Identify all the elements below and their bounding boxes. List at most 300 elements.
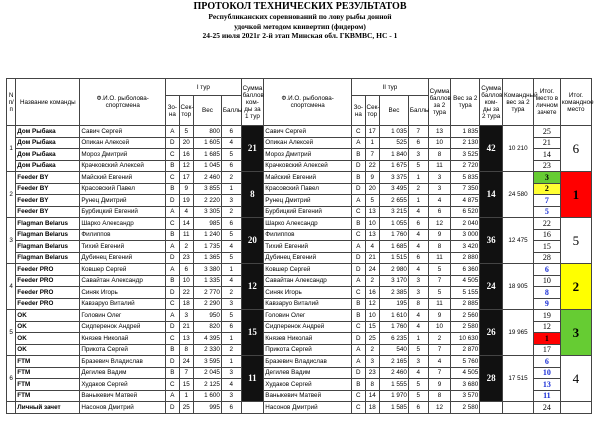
personal-place: 6 <box>533 264 560 276</box>
sector-2: 17 <box>365 126 379 138</box>
team-place: 2 <box>560 264 591 310</box>
table-row <box>7 218 592 230</box>
points-2: 1 <box>408 195 428 207</box>
table-row <box>7 356 592 368</box>
weight-2: 525 <box>380 137 409 149</box>
angler-name-2: Рунец Дмитрий <box>264 195 352 207</box>
team-name: Feeder PRO <box>16 264 80 276</box>
team-place: 3 <box>560 310 591 356</box>
table-body <box>7 126 592 414</box>
weight-2: 1 840 <box>380 149 409 161</box>
team-points-total: 24 <box>480 264 503 310</box>
points-2: 5 <box>408 379 428 391</box>
zone-1: B <box>166 229 179 241</box>
personal-place: 19 <box>533 310 560 322</box>
angler-name: Савич Сергей <box>80 126 166 138</box>
weight-2: 1 610 <box>380 310 409 322</box>
personal-place: 11 <box>533 390 560 402</box>
document-subtitle-1: Республиканских соревнований по лову рыбы донной <box>208 12 392 21</box>
weight-2: 1 675 <box>380 160 409 172</box>
angler-name: Князев Николай <box>80 333 166 345</box>
col-num: N п/п <box>7 79 16 126</box>
sector-1: 12 <box>179 160 193 172</box>
weight-2: 1 055 <box>380 218 409 230</box>
points-1: 1 <box>221 356 241 368</box>
sector-1: 24 <box>179 356 193 368</box>
sum-weight: 3 420 <box>451 241 480 253</box>
angler-name-2: Филиппов <box>264 229 352 241</box>
personal-place: 1 <box>533 333 560 345</box>
zone-1: C <box>166 218 179 230</box>
team-number: 4 <box>7 264 16 310</box>
sum-points: 8 <box>428 149 451 161</box>
team-name: Дом Рыбака <box>16 126 80 138</box>
sector-2: 18 <box>365 402 379 414</box>
weight-1: 1 735 <box>194 241 222 253</box>
personal-place: 3 <box>533 172 560 184</box>
weight-2: 2 460 <box>380 367 409 379</box>
team-name: Дом Рыбака <box>16 137 80 149</box>
points-2: 3 <box>408 275 428 287</box>
col-points2: Баллы <box>408 96 428 126</box>
personal-place: 2 <box>533 183 560 195</box>
personal-place: 13 <box>533 379 560 391</box>
sector-1: 2 <box>179 241 193 253</box>
sector-2: 20 <box>365 183 379 195</box>
team-place: 4 <box>560 356 591 402</box>
results-table <box>6 78 592 414</box>
points-1: 1 <box>221 183 241 195</box>
zone-1: A <box>166 241 179 253</box>
col-team-pts-total: Сумма баллов ком-ды за 2 тура <box>480 79 503 126</box>
col-weight2: Вес <box>380 96 409 126</box>
sector-2: 4 <box>365 241 379 253</box>
sum-points: 9 <box>428 379 451 391</box>
team-name: Feeder PRO <box>16 298 80 310</box>
angler-name: Савайтан Александр <box>80 275 166 287</box>
weight-2: 1 515 <box>380 252 409 264</box>
sector-2: 2 <box>365 344 379 356</box>
zone-1: B <box>166 160 179 172</box>
personal-place: 8 <box>533 287 560 299</box>
points-2: 4 <box>408 206 428 218</box>
angler-name-2: Ковшер Сергей <box>264 264 352 276</box>
sum-weight: 2 880 <box>451 252 480 264</box>
personal-place: 10 <box>533 367 560 379</box>
sector-1: 5 <box>179 126 193 138</box>
angler-name-2: Прикота Сергей <box>264 344 352 356</box>
weight-2: 3 375 <box>380 172 409 184</box>
team-place: 6 <box>560 126 591 172</box>
team-name: FTM <box>16 379 80 391</box>
points-2: 4 <box>408 310 428 322</box>
sector-1: 4 <box>179 206 193 218</box>
personal-place: 23 <box>533 160 560 172</box>
weight-2: 1 685 <box>380 241 409 253</box>
sum-points: 5 <box>428 264 451 276</box>
points-1: 4 <box>221 379 241 391</box>
weight-1: 2 220 <box>194 195 222 207</box>
sector-2: 21 <box>365 252 379 264</box>
zone-1: D <box>166 137 179 149</box>
angler-name-2: Кавзаруо Виталий <box>264 298 352 310</box>
table-header <box>7 79 592 126</box>
sum-points: 7 <box>428 344 451 356</box>
points-2: 3 <box>408 356 428 368</box>
sum-points: 7 <box>428 367 451 379</box>
angler-name: Ковшер Сергей <box>80 264 166 276</box>
weight-1: 1 365 <box>194 252 222 264</box>
sector-1: 11 <box>179 229 193 241</box>
angler-name: Насонов Дмитрий <box>80 402 166 414</box>
points-1: 5 <box>221 149 241 161</box>
sum-weight: 2 560 <box>451 310 480 322</box>
sector-1: 1 <box>179 390 193 402</box>
sector-1: 17 <box>179 172 193 184</box>
points-2: 2 <box>408 183 428 195</box>
angler-name-2: Дубинец Евгений <box>264 252 352 264</box>
team-name: Feeder BY <box>16 183 80 195</box>
sum-points: 13 <box>428 126 451 138</box>
zone-1: C <box>166 172 179 184</box>
points-1: 5 <box>221 310 241 322</box>
points-1: 4 <box>221 137 241 149</box>
weight-1: 950 <box>194 310 222 322</box>
points-1: 6 <box>221 126 241 138</box>
weight-1: 3 380 <box>194 264 222 276</box>
sector-1: 18 <box>179 298 193 310</box>
angler-name-2: Ваныкевич Матвей <box>264 390 352 402</box>
sector-1: 7 <box>179 367 193 379</box>
zone-2: C <box>352 287 365 299</box>
points-2: 4 <box>408 241 428 253</box>
zone-2: C <box>352 126 365 138</box>
weight-1: 2 770 <box>194 287 222 299</box>
sector-1: 8 <box>179 344 193 356</box>
points-2: 3 <box>408 149 428 161</box>
points-1: 5 <box>221 229 241 241</box>
personal-place: 15 <box>533 241 560 253</box>
sector-2: 13 <box>365 206 379 218</box>
sector-2: 24 <box>365 264 379 276</box>
sum-weight: 1 835 <box>451 126 480 138</box>
document-subtitle-2: удочкой методом квивертип (фидером) <box>234 21 366 31</box>
sum-points: 7 <box>428 275 451 287</box>
team-points-total: 26 <box>480 310 503 356</box>
sum-weight: 5 835 <box>451 172 480 184</box>
zone-2: C <box>352 206 365 218</box>
zone-2: A <box>352 195 365 207</box>
sum-weight: 2 130 <box>451 137 480 149</box>
sector-2: 15 <box>365 321 379 333</box>
angler-name-2: Князев Николай <box>264 333 352 345</box>
weight-2: 2 165 <box>380 356 409 368</box>
weight-1: 800 <box>194 126 222 138</box>
col-personal-place: Итог. место в личном зачете <box>533 79 560 126</box>
sum-weight: 6 360 <box>451 264 480 276</box>
sector-1: 14 <box>179 218 193 230</box>
sum-points: 3 <box>428 183 451 195</box>
weight-1: 820 <box>194 321 222 333</box>
team-points-tour1: 21 <box>241 126 264 172</box>
team-name: Flagman Belarus <box>16 252 80 264</box>
sector-2: 2 <box>365 275 379 287</box>
points-2: 1 <box>408 333 428 345</box>
zone-2: A <box>352 275 365 287</box>
personal-place: 7 <box>533 195 560 207</box>
sum-points: 12 <box>428 218 451 230</box>
team-number: 3 <box>7 218 16 264</box>
sum-weight: 3 680 <box>451 379 480 391</box>
personal-place: 12 <box>533 321 560 333</box>
angler-name: Бурбицкий Евгений <box>80 206 166 218</box>
weight-1: 2 290 <box>194 298 222 310</box>
angler-name-2: Опикан Алексей <box>264 137 352 149</box>
points-2: 5 <box>408 160 428 172</box>
zone-1: C <box>166 333 179 345</box>
points-1: 4 <box>221 275 241 287</box>
personal-place: 6 <box>533 356 560 368</box>
weight-2: 1 970 <box>380 390 409 402</box>
col-name2: Ф.И.О. рыболова-спортсмена <box>264 79 352 126</box>
team-number: 1 <box>7 126 16 172</box>
zone-2: B <box>352 310 365 322</box>
team-place: 5 <box>560 218 591 264</box>
col-team-weight: Командный вес за 2 тура <box>502 79 533 126</box>
sum-points: 5 <box>428 287 451 299</box>
weight-2: 1 555 <box>380 379 409 391</box>
personal-place: 5 <box>533 206 560 218</box>
team-points-total <box>480 402 503 414</box>
col-team-pts1: Сумма баллов ком-ды за 1 тур <box>241 79 264 126</box>
zone-2: C <box>352 390 365 402</box>
angler-name-2: Крачковский Алексей <box>264 160 352 172</box>
weight-1: 2 125 <box>194 379 222 391</box>
weight-1: 1 605 <box>194 137 222 149</box>
sum-weight: 10 630 <box>451 333 480 345</box>
angler-name: Крачковский Алексей <box>80 160 166 172</box>
personal-place: 21 <box>533 137 560 149</box>
points-2: 8 <box>408 298 428 310</box>
sum-weight: 4 875 <box>451 195 480 207</box>
zone-1: A <box>166 264 179 276</box>
team-name: Личный зачет <box>16 402 80 414</box>
sector-2: 7 <box>365 149 379 161</box>
points-1: 5 <box>221 252 241 264</box>
weight-2: 2 385 <box>380 287 409 299</box>
team-points-total: 36 <box>480 218 503 264</box>
personal-place: 17 <box>533 344 560 356</box>
zone-1: C <box>166 379 179 391</box>
team-points-tour1: 11 <box>241 356 264 402</box>
team-name: OK <box>16 333 80 345</box>
weight-1: 995 <box>194 402 222 414</box>
team-name: Feeder BY <box>16 206 80 218</box>
sector-2: 16 <box>365 287 379 299</box>
team-place <box>560 402 591 414</box>
weight-1: 1 240 <box>194 229 222 241</box>
sum-points: 2 <box>428 333 451 345</box>
zone-1: D <box>166 402 179 414</box>
col-sum-pts: Сумма баллов за 2 тура <box>428 79 451 126</box>
zone-1: B <box>166 344 179 356</box>
weight-2: 6 235 <box>380 333 409 345</box>
zone-2: D <box>352 264 365 276</box>
sector-2: 3 <box>365 356 379 368</box>
sector-1: 6 <box>179 264 193 276</box>
zone-2: A <box>352 241 365 253</box>
weight-2: 3 170 <box>380 275 409 287</box>
zone-1: D <box>166 195 179 207</box>
weight-2: 195 <box>380 298 409 310</box>
zone-2: A <box>352 137 365 149</box>
points-1: 3 <box>221 298 241 310</box>
sector-1: 20 <box>179 137 193 149</box>
sector-1: 10 <box>179 275 193 287</box>
zone-2: B <box>352 149 365 161</box>
sum-weight: 3 570 <box>451 390 480 402</box>
sector-2: 13 <box>365 229 379 241</box>
table-row <box>7 126 592 138</box>
zone-2: D <box>352 252 365 264</box>
zone-1: C <box>166 149 179 161</box>
angler-name-2: Шарко Александр <box>264 218 352 230</box>
angler-name-2: Красовский Павел <box>264 183 352 195</box>
weight-1: 1 600 <box>194 390 222 402</box>
sum-weight: 2 580 <box>451 321 480 333</box>
team-name: FTM <box>16 367 80 379</box>
points-2: 4 <box>408 321 428 333</box>
zone-1: A <box>166 126 179 138</box>
sector-1: 19 <box>179 195 193 207</box>
sum-weight: 5 155 <box>451 287 480 299</box>
sector-1: 23 <box>179 252 193 264</box>
weight-2: 3 215 <box>380 206 409 218</box>
zone-2: D <box>352 160 365 172</box>
team-points-total: 28 <box>480 356 503 402</box>
team-name: OK <box>16 321 80 333</box>
col-tour1: I тур <box>166 79 241 96</box>
sum-weight: 2 580 <box>451 402 480 414</box>
weight-1: 985 <box>194 218 222 230</box>
weight-1: 2 460 <box>194 172 222 184</box>
sum-weight: 3 525 <box>451 149 480 161</box>
points-2: 4 <box>408 367 428 379</box>
zone-1: B <box>166 367 179 379</box>
zone-2: A <box>352 356 365 368</box>
team-number: 2 <box>7 172 16 218</box>
team-name: Feeder PRO <box>16 287 80 299</box>
team-place: 1 <box>560 172 591 218</box>
zone-1: A <box>166 206 179 218</box>
points-1: 2 <box>221 172 241 184</box>
points-1: 3 <box>221 390 241 402</box>
team-points-tour1 <box>241 402 264 414</box>
points-1: 3 <box>221 367 241 379</box>
sum-points: 4 <box>428 356 451 368</box>
team-number: 6 <box>7 356 16 402</box>
sum-weight: 4 505 <box>451 367 480 379</box>
points-1: 2 <box>221 287 241 299</box>
angler-name-2: Савич Сергей <box>264 126 352 138</box>
table-row <box>7 310 592 322</box>
team-name: Дом Рыбака <box>16 160 80 172</box>
sum-points: 9 <box>428 229 451 241</box>
points-2: 6 <box>408 137 428 149</box>
team-name: Flagman Belarus <box>16 241 80 253</box>
team-number: 5 <box>7 310 16 356</box>
points-2: 6 <box>408 402 428 414</box>
personal-place: 24 <box>533 402 560 414</box>
team-weight: 12 475 <box>502 218 533 264</box>
zone-2: B <box>352 379 365 391</box>
angler-name-2: Бурбицкий Евгений <box>264 206 352 218</box>
points-1: 6 <box>221 402 241 414</box>
zone-1: B <box>166 183 179 195</box>
angler-name: Рунец Дмитрий <box>80 195 166 207</box>
zone-2: A <box>352 344 365 356</box>
team-points-total: 14 <box>480 172 503 218</box>
sum-points: 11 <box>428 160 451 172</box>
document-header <box>0 0 600 41</box>
col-name: Ф.И.О. рыболова-спортсмена <box>80 79 166 126</box>
zone-1: D <box>166 321 179 333</box>
col-sector2: Сек-тор <box>365 96 379 126</box>
personal-place: 22 <box>533 218 560 230</box>
team-name: Feeder BY <box>16 172 80 184</box>
sum-points: 3 <box>428 172 451 184</box>
points-2: 3 <box>408 287 428 299</box>
sector-2: 23 <box>365 367 379 379</box>
angler-name-2: Сидперенок Андрей <box>264 321 352 333</box>
weight-2: 2 655 <box>380 195 409 207</box>
zone-1: C <box>166 298 179 310</box>
sum-points: 11 <box>428 252 451 264</box>
angler-name-2: Насонов Дмитрий <box>264 402 352 414</box>
zone-2: D <box>352 333 365 345</box>
personal-place: 25 <box>533 126 560 138</box>
col-sum-weight: Вес за 2 тура <box>451 79 480 126</box>
team-weight <box>502 402 533 414</box>
points-1: 1 <box>221 333 241 345</box>
sector-2: 10 <box>365 310 379 322</box>
sector-2: 5 <box>365 195 379 207</box>
sector-2: 25 <box>365 333 379 345</box>
angler-name-2: Бразевич Владислав <box>264 356 352 368</box>
sum-weight: 5 760 <box>451 356 480 368</box>
sum-points: 10 <box>428 137 451 149</box>
table-row <box>7 264 592 276</box>
col-sector: Сек-тор <box>179 96 193 126</box>
angler-name-2: Худаков Сергей <box>264 379 352 391</box>
points-1: 6 <box>221 218 241 230</box>
personal-number <box>7 402 16 414</box>
angler-name: Головин Олег <box>80 310 166 322</box>
team-name: Дом Рыбака <box>16 149 80 161</box>
sum-weight: 3 000 <box>451 229 480 241</box>
personal-place: 10 <box>533 275 560 287</box>
sector-1: 9 <box>179 183 193 195</box>
sector-2: 1 <box>365 137 379 149</box>
col-team: Название команды <box>16 79 80 126</box>
weight-1: 1 685 <box>194 149 222 161</box>
points-1: 2 <box>221 344 241 356</box>
points-2: 6 <box>408 218 428 230</box>
weight-1: 2 330 <box>194 344 222 356</box>
col-zone: Зо-на <box>166 96 179 126</box>
team-points-tour1: 20 <box>241 218 264 264</box>
team-points-tour1: 8 <box>241 172 264 218</box>
